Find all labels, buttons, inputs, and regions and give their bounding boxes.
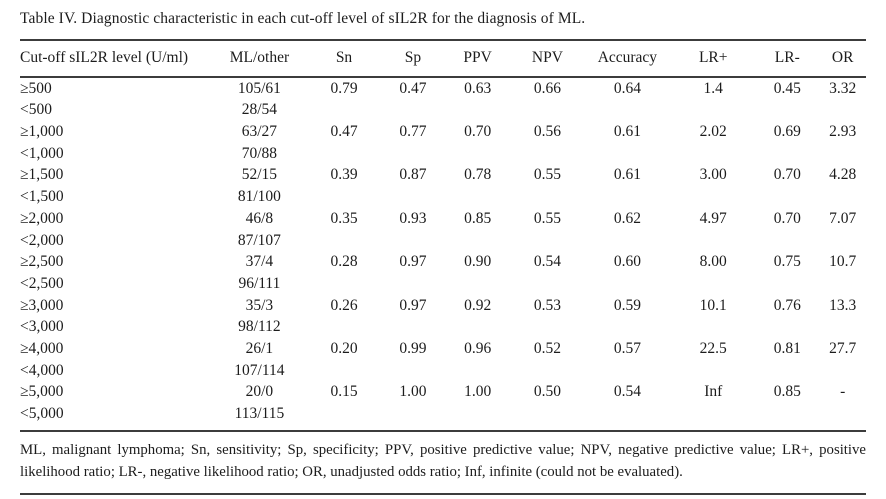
cell-ppv — [444, 230, 512, 252]
cell-lr-plus: 10.1 — [699, 296, 727, 314]
cell-sp: 0.97 — [399, 296, 427, 314]
cell-accuracy: 0.62 — [613, 209, 641, 227]
cell-cutoff-level: ≥1,500 — [20, 166, 64, 184]
cell-ml-other: 63/27 — [241, 123, 278, 140]
cell-ml-other: 87/107 — [237, 231, 281, 249]
cell-npv — [511, 186, 583, 208]
cell-lr-minus: 0.45 — [773, 79, 801, 97]
column-header-npv: NPV — [511, 41, 583, 77]
bottom-rule — [20, 493, 866, 495]
cell-cutoff-level: ≥4,000 — [20, 340, 64, 358]
cell-ppv: 0.85 — [464, 209, 492, 227]
cell-ppv: 0.96 — [464, 340, 492, 358]
cell-lr-minus — [755, 316, 819, 338]
cell-sp: 0.93 — [399, 209, 427, 227]
cell-cutoff-level: <1,500 — [20, 188, 64, 206]
cell-lr-minus — [755, 99, 819, 121]
cell-sn: 0.35 — [330, 209, 358, 227]
cell-lr-minus — [755, 230, 819, 252]
cell-lr-minus: 0.75 — [773, 253, 801, 271]
cell-lr-minus: 0.70 — [773, 166, 801, 184]
cell-lr-minus: 0.69 — [773, 123, 801, 140]
cell-accuracy: 0.61 — [613, 123, 641, 140]
cell-sp — [382, 230, 444, 252]
cell-accuracy — [583, 360, 671, 382]
cell-cutoff-level: <2,500 — [20, 274, 64, 292]
cell-npv: 0.55 — [533, 209, 561, 227]
cell-or — [819, 360, 866, 382]
cell-or: - — [840, 383, 846, 401]
cell-or — [819, 230, 866, 252]
table-row — [20, 143, 866, 165]
cell-accuracy: 0.61 — [613, 166, 641, 184]
cell-lr-plus — [671, 143, 755, 165]
cell-sn: 0.20 — [330, 340, 358, 358]
cell-sp: 0.87 — [399, 166, 427, 184]
table-row — [20, 360, 866, 382]
table-title: Table IV. Diagnostic characteristic in each cut-off level of sIL2R for the diagnosis of ML. — [20, 10, 586, 27]
cell-ppv: 0.70 — [464, 123, 492, 140]
cell-sn: 0.15 — [330, 383, 358, 401]
diagnostic-table — [20, 41, 866, 425]
cell-npv — [511, 316, 583, 338]
cell-accuracy — [583, 230, 671, 252]
cell-ml-other: 107/114 — [234, 361, 285, 379]
cell-sp — [382, 186, 444, 208]
cell-accuracy: 0.60 — [613, 253, 641, 271]
cell-ppv: 0.63 — [464, 79, 492, 97]
cell-npv — [511, 360, 583, 382]
cell-lr-plus — [671, 186, 755, 208]
cell-sn — [306, 143, 382, 165]
cell-ml-other: 96/111 — [238, 274, 281, 292]
table-body — [20, 77, 866, 425]
table-row — [20, 403, 866, 425]
cell-npv — [511, 99, 583, 121]
cell-accuracy — [583, 99, 671, 121]
cell-or: 13.3 — [829, 296, 857, 314]
cell-sp — [382, 99, 444, 121]
column-header-mlother: ML/other — [213, 41, 306, 77]
cell-ml-other: 28/54 — [241, 101, 278, 119]
cell-or — [819, 143, 866, 165]
column-header-sn: Sn — [306, 41, 382, 77]
cell-ppv — [444, 99, 512, 121]
cell-npv — [511, 273, 583, 295]
cell-npv: 0.55 — [533, 166, 561, 184]
cell-cutoff-level: <500 — [20, 101, 52, 119]
cell-sp: 0.99 — [399, 340, 427, 358]
cell-or — [819, 316, 866, 338]
cell-npv: 0.52 — [533, 340, 561, 358]
cell-lr-plus — [671, 360, 755, 382]
cell-ml-other: 81/100 — [237, 188, 281, 206]
cell-lr-minus — [755, 143, 819, 165]
cell-cutoff-level: ≥1,000 — [20, 123, 64, 140]
table-row — [20, 295, 866, 317]
cell-ml-other: 52/15 — [241, 166, 278, 184]
cell-ppv: 0.78 — [464, 166, 492, 184]
table-row — [20, 273, 866, 295]
cell-ppv — [444, 316, 512, 338]
cell-sp: 0.97 — [399, 253, 427, 271]
cell-npv — [511, 143, 583, 165]
cell-ppv — [444, 186, 512, 208]
table-row — [20, 77, 866, 100]
column-header-lr-plus: LR+ — [671, 41, 755, 77]
cell-cutoff-level: <2,000 — [20, 231, 64, 249]
table-footnote: ML, malignant lymphoma; Sn, sensitivity; Sp, specificity; PPV, positive predictive value; NPV, negative predictive value; LR+, positive likelihood ratio; LR-, negative likelihood ratio; OR, unadjusted odds ratio; Inf, infinite (could not be evaluated). — [20, 441, 866, 481]
cell-sp: 0.47 — [399, 79, 427, 97]
cell-sn — [306, 230, 382, 252]
cell-ppv: 0.92 — [464, 296, 492, 314]
cell-or: 27.7 — [829, 340, 857, 358]
cell-lr-plus — [671, 316, 755, 338]
cell-sn — [306, 186, 382, 208]
cell-sn: 0.47 — [330, 123, 358, 140]
cell-lr-minus: 0.85 — [773, 383, 801, 401]
cell-sn — [306, 403, 382, 425]
cell-cutoff-level: ≥3,000 — [20, 296, 64, 314]
column-header-ppv: PPV — [444, 41, 512, 77]
cell-or: 3.32 — [829, 79, 857, 97]
cell-lr-plus: Inf — [704, 383, 723, 401]
cell-lr-plus: 22.5 — [699, 340, 727, 358]
cell-lr-plus — [671, 99, 755, 121]
cell-lr-plus: 3.00 — [699, 166, 727, 184]
table-row — [20, 230, 866, 252]
cell-ml-other: 35/3 — [245, 296, 274, 314]
cell-npv: 0.50 — [533, 383, 561, 401]
cell-lr-plus: 1.4 — [703, 79, 723, 97]
cell-sn — [306, 273, 382, 295]
cell-accuracy: 0.57 — [613, 340, 641, 358]
cell-npv — [511, 230, 583, 252]
cell-ml-other: 105/61 — [237, 79, 281, 97]
cell-sp — [382, 316, 444, 338]
table-row — [20, 121, 866, 143]
cell-sn: 0.39 — [330, 166, 358, 184]
cell-sp — [382, 273, 444, 295]
cell-ppv — [444, 403, 512, 425]
cell-sn: 0.28 — [330, 253, 358, 271]
cell-or — [819, 273, 866, 295]
cell-npv: 0.56 — [533, 123, 561, 140]
table-row — [20, 164, 866, 186]
cell-or: 4.28 — [829, 166, 857, 184]
cell-accuracy — [583, 273, 671, 295]
cell-sn — [306, 316, 382, 338]
cell-lr-plus: 4.97 — [699, 209, 727, 227]
cell-lr-plus: 2.02 — [699, 123, 727, 140]
cell-accuracy — [583, 143, 671, 165]
cell-cutoff-level: ≥5,000 — [20, 383, 64, 401]
column-header-sp: Sp — [382, 41, 444, 77]
cell-accuracy — [583, 186, 671, 208]
cell-lr-plus: 8.00 — [699, 253, 727, 271]
cell-sn — [306, 99, 382, 121]
cell-or — [819, 99, 866, 121]
cell-or: 7.07 — [829, 209, 857, 227]
column-header-or: OR — [819, 41, 866, 77]
cell-or — [819, 403, 866, 425]
cell-sn — [306, 360, 382, 382]
column-header-accuracy: Accuracy — [583, 41, 671, 77]
cell-ml-other: 70/88 — [241, 144, 278, 162]
table-row — [20, 381, 866, 403]
cell-sn: 0.26 — [330, 296, 358, 314]
table-row — [20, 251, 866, 273]
cell-lr-plus — [671, 230, 755, 252]
cell-npv — [511, 403, 583, 425]
cell-lr-minus: 0.76 — [773, 296, 801, 314]
cell-or — [819, 186, 866, 208]
cell-cutoff-level: <5,000 — [20, 405, 64, 423]
cell-accuracy: 0.59 — [613, 296, 641, 314]
table-row — [20, 208, 866, 230]
cell-cutoff-level: ≥2,000 — [20, 209, 64, 227]
cell-npv: 0.66 — [533, 79, 561, 97]
cell-cutoff-level: <1,000 — [20, 144, 64, 162]
cell-npv: 0.53 — [533, 296, 561, 314]
cell-cutoff-level: ≥2,500 — [20, 253, 64, 271]
cell-lr-minus: 0.70 — [773, 209, 801, 227]
cell-sp: 1.00 — [399, 383, 427, 401]
cell-sp — [382, 360, 444, 382]
cell-accuracy: 0.54 — [613, 383, 641, 401]
cell-lr-minus — [755, 403, 819, 425]
table-row — [20, 99, 866, 121]
cell-ml-other: 98/112 — [238, 318, 281, 336]
cell-accuracy: 0.64 — [613, 79, 641, 97]
cell-cutoff-level: <3,000 — [20, 318, 64, 336]
cell-or: 2.93 — [829, 123, 857, 140]
cell-sp: 0.77 — [399, 123, 427, 140]
cell-lr-plus — [671, 403, 755, 425]
cell-accuracy — [583, 403, 671, 425]
table-row — [20, 186, 866, 208]
cell-ml-other: 37/4 — [245, 253, 274, 271]
cell-ppv: 0.90 — [464, 253, 492, 271]
cell-lr-minus — [755, 186, 819, 208]
cell-or: 10.7 — [829, 253, 857, 271]
cell-ml-other: 46/8 — [245, 209, 274, 227]
cell-ml-other: 26/1 — [245, 340, 274, 358]
table-row — [20, 338, 866, 360]
cell-lr-minus: 0.81 — [773, 340, 801, 358]
cell-ml-other: 113/115 — [234, 405, 285, 423]
cell-ppv — [444, 143, 512, 165]
cell-ppv — [444, 273, 512, 295]
cell-sn: 0.79 — [330, 79, 358, 97]
cell-ml-other: 20/0 — [245, 383, 274, 401]
table-row — [20, 316, 866, 338]
column-header-cutoff: Cut-off sIL2R level (U/ml) — [20, 41, 213, 77]
cell-lr-minus — [755, 273, 819, 295]
cell-ppv — [444, 360, 512, 382]
table-header-row — [20, 41, 866, 77]
cell-ppv: 1.00 — [464, 383, 492, 401]
column-header-lr-minus: LR- — [755, 41, 819, 77]
cell-cutoff-level: ≥500 — [20, 79, 52, 97]
cell-cutoff-level: <4,000 — [20, 361, 64, 379]
cell-sp — [382, 403, 444, 425]
cell-npv: 0.54 — [533, 253, 561, 271]
cell-sp — [382, 143, 444, 165]
cell-accuracy — [583, 316, 671, 338]
cell-lr-plus — [671, 273, 755, 295]
cell-lr-minus — [755, 360, 819, 382]
